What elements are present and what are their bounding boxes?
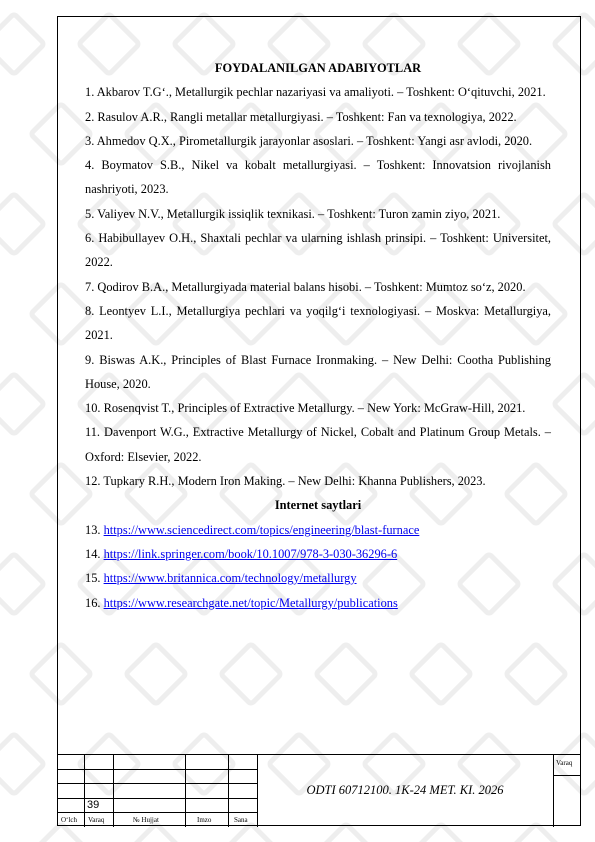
internet-section-title: Internet saytlari xyxy=(274,498,362,513)
link-number: 14. xyxy=(85,546,104,561)
page-number: 39 xyxy=(87,799,100,811)
title-block xyxy=(57,754,581,826)
reference-item: 3. Ahmedov Q.X., Pirometallurgik jarayonlar asoslari. – Toshkent: Yangi asr avlodi, 2020. xyxy=(85,133,533,148)
reference-list xyxy=(85,80,551,493)
reference-item: 8. Leontyev L.I., Metallurgiya pechlari va yoqilg‘i texnologiyasi. – Moskva: Metallurgiya, 2021. xyxy=(85,303,551,343)
reference-item: 1. Akbarov T.G‘., Metallurgik pechlar nazariyasi va amaliyoti. – Toshkent: O‘qituvchi, 2021. xyxy=(85,85,546,100)
link-list xyxy=(85,518,551,615)
watermark-mark xyxy=(0,550,48,618)
reference-link[interactable]: https://link.springer.com/book/10.1007/978-3-030-36296-6 xyxy=(103,546,398,561)
reference-item: 2. Rasulov A.R., Rangli metallar metallurgiyasi. – Toshkent: Fan va texnologiya, 2022. xyxy=(85,109,517,124)
link-item xyxy=(85,518,551,542)
link-item xyxy=(85,542,551,566)
reference-item: 4. Boymatov S.B., Nikel va kobalt metallurgiyasi. – Toshkent: Innovatsion rivojlanish nashriyoti, 2023. xyxy=(85,158,551,197)
varaq-header: Varaq xyxy=(556,759,573,767)
link-number: 16. xyxy=(85,595,104,610)
reference-link[interactable]: https://www.sciencedirect.com/topics/engineering/blast-furnace xyxy=(103,522,420,537)
link-item xyxy=(85,591,551,615)
link-number: 15. xyxy=(85,571,104,586)
reference-item: 7. Qodirov B.A., Metallurgiyada material balans hisobi. – Toshkent: Mumtoz so‘z, 2020. xyxy=(85,279,526,294)
col-imzo: Imzo xyxy=(197,816,212,824)
col-olch: O‘lch xyxy=(61,816,77,824)
col-sana: Sana xyxy=(234,816,248,824)
reference-link[interactable]: https://www.researchgate.net/topic/Metallurgy/publications xyxy=(103,595,398,610)
reference-item: 10. Rosenqvist T., Principles of Extractive Metallurgy. – New York: McGraw-Hill, 2021. xyxy=(85,401,526,416)
reference-item: 11. Davenport W.G., Extractive Metallurgy of Nickel, Cobalt and Platinum Group Metals. – Oxford: Elsevier, 2022. xyxy=(85,425,551,464)
col-hujjat: № Hujjat xyxy=(133,816,159,824)
reference-item: 12. Tupkary R.H., Modern Iron Making. – New Delhi: Khanna Publishers, 2023. xyxy=(85,474,486,489)
reference-item: 5. Valiyev N.V., Metallurgik issiqlik texnikasi. – Toshkent: Turon zamin ziyo, 2021. xyxy=(85,206,501,221)
watermark-mark xyxy=(0,730,48,798)
col-varaq: Varaq xyxy=(88,816,105,824)
reference-item: 9. Biswas A.K., Principles of Blast Furnace Ironmaking. – New Delhi: Cootha Publishing House, 2020. xyxy=(85,352,551,391)
link-item xyxy=(85,566,551,590)
reference-link[interactable]: https://www.britannica.com/technology/metallurgy xyxy=(103,571,357,586)
document-body xyxy=(85,56,551,615)
watermark-mark xyxy=(0,370,48,438)
reference-item: 6. Habibullayev O.H., Shaxtali pechlar va ularning ishlash prinsipi. – Toshkent: Universitet, 2022. xyxy=(85,231,551,270)
watermark-mark xyxy=(0,190,48,258)
link-number: 13. xyxy=(85,522,104,537)
document-code: ODTI 60712100. 1K-24 MET. KI. 2026 xyxy=(306,783,504,797)
watermark-mark xyxy=(0,10,48,78)
page-title: FOYDALANILGAN ADABIYOTLAR xyxy=(214,61,422,75)
